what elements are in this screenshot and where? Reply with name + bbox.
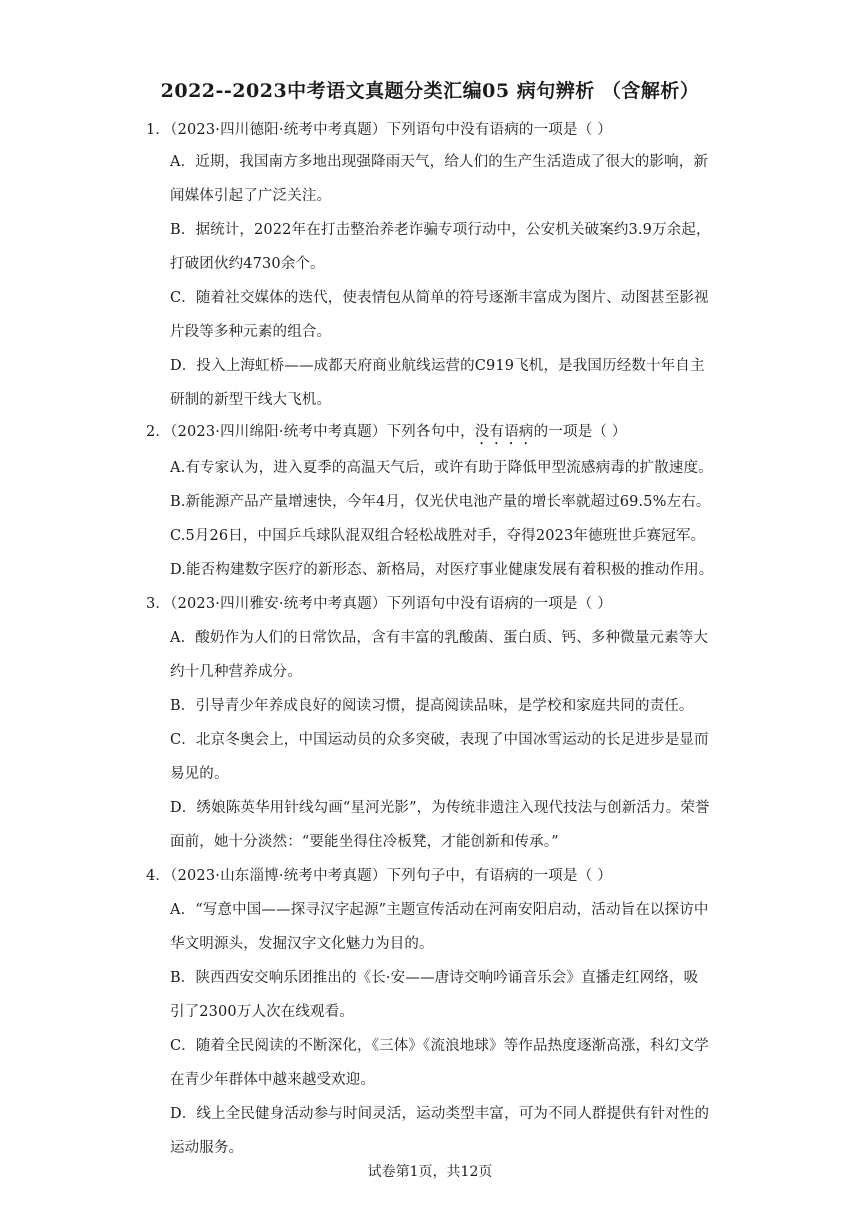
question-2-stem-after: 的一项是（ ） [533,424,627,440]
question-3-option-a-line-1: A．酸奶作为人们的日常饮品，含有丰富的乳酸菌、蛋白质、钙、多种微量元素等大 [170,630,709,646]
question-2-option-b: B.新能源产品产量增速快，今年4月，仅光伏电池产量的增长率就超过69.5%左右。 [170,494,711,510]
question-1-option-b-line-2: 打破团伙约4730余个。 [170,256,325,272]
page-footer: 试卷第1页，共12页 [367,1164,493,1180]
question-1-option-a-line-2: 闻媒体引起了广泛关注。 [170,188,332,204]
question-2-option-d: D.能否构建数字医疗的新形态、新格局，对医疗事业健康发展有着积极的推动作用。 [170,562,714,578]
document-title: 2022--2023中考语文真题分类汇编05 病句辨析 （含解析） [160,80,700,102]
question-1-option-c-line-2: 片段等多种元素的组合。 [170,324,332,340]
question-4-option-c-line-1: C．随着全民阅读的不断深化，《三体》《流浪地球》等作品热度逐渐高涨，科幻文学 [170,1038,709,1054]
question-3-option-c-line-2: 易见的。 [170,766,229,782]
question-3-option-d-line-1: D．绣娘陈英华用针线勾画“星河光影”，为传统非遗注入现代技法与创新活力。荣誉 [170,800,710,816]
question-2-stem-emphasis: 没有语病 [474,424,534,440]
question-1-option-b-line-1: B．据统计，2022年在打击整治养老诈骗专项行动中，公安机关破案约3.9万余起， [170,222,711,238]
question-3-option-c-line-1: C．北京冬奥会上，中国运动员的众多突破，表现了中国冰雪运动的长足进步是显而 [170,732,709,748]
question-4-stem: 4．（2023·山东淄博·统考中考真题）下列句子中，有语病的一项是（ ） [146,868,612,884]
question-2-stem-before: 2．（2023·四川绵阳·统考中考真题）下列各句中， [146,424,475,440]
question-1-option-d-line-1: D．投入上海虹桥——成都天府商业航线运营的C919飞机，是我国历经数十年自主 [170,358,705,374]
question-3-option-a-line-2: 约十几种营养成分。 [170,664,302,680]
question-1-option-a-line-1: A．近期，我国南方多地出现强降雨天气，给人们的生产生活造成了很大的影响，新 [170,154,709,170]
question-4-option-d-line-2: 运动服务。 [170,1140,244,1156]
question-4-option-b-line-2: 引了2300万人次在线观看。 [170,1004,355,1020]
question-1-option-c-line-1: C．随着社交媒体的迭代，使表情包从简单的符号逐渐丰富成为图片、动图甚至影视 [170,290,709,306]
question-4-option-d-line-1: D．线上全民健身活动参与时间灵活，运动类型丰富，可为不同人群提供有针对性的 [170,1106,710,1122]
question-4-option-a-line-1: A．“写意中国——探寻汉字起源”主题宣传活动在河南安阳启动，活动旨在以探访中 [170,902,709,918]
question-3-stem: 3．（2023·四川雅安·统考中考真题）下列语句中没有语病的一项是（ ） [146,596,612,612]
question-2-option-a: A.有专家认为，进入夏季的高温天气后，或许有助于降低甲型流感病毒的扩散速度。 [170,460,713,476]
question-1-option-d-line-2: 研制的新型干线大飞机。 [170,392,332,408]
question-2-stem [146,420,627,448]
question-3-option-d-line-2: 面前，她十分淡然：“要能坐得住冷板凳，才能创新和传承。” [170,834,559,850]
question-2-option-c: C.5月26日，中国乒乓球队混双组合轻松战胜对手，夺得2023年德班世乒赛冠军。 [170,528,706,544]
question-4-option-c-line-2: 在青少年群体中越来越受欢迎。 [170,1072,376,1088]
question-3-option-b: B．引导青少年养成良好的阅读习惯，提高阅读品味，是学校和家庭共同的责任。 [170,698,694,714]
question-1-stem: 1．（2023·四川德阳·统考中考真题）下列语句中没有语病的一项是（ ） [146,122,612,138]
question-4-option-b-line-1: B．陕西西安交响乐团推出的《长·安——唐诗交响吟诵音乐会》直播走红网络，吸 [170,970,699,986]
question-4-option-a-line-2: 华文明源头，发掘汉字文化魅力为目的。 [170,936,434,952]
